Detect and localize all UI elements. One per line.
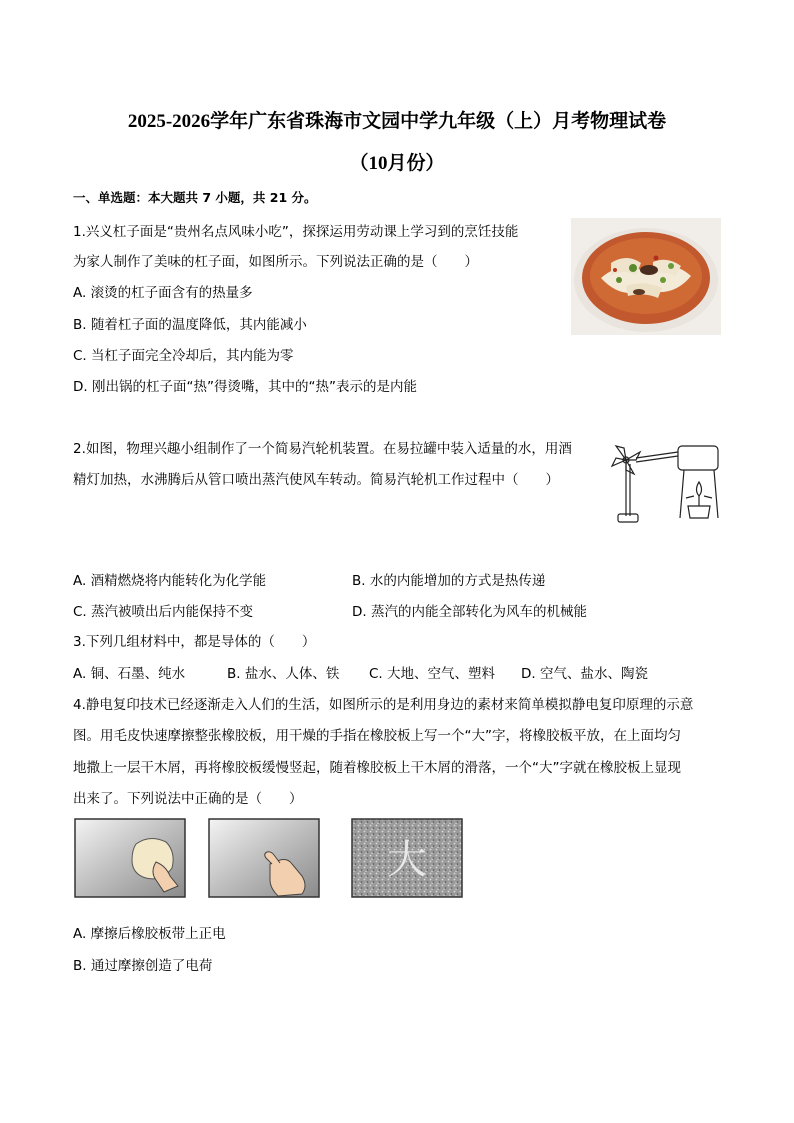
- sawdust-plate-figure: [351, 818, 463, 898]
- q4-option-a: A. 摩擦后橡胶板带上正电: [73, 926, 226, 942]
- noodle-bowl-image: [571, 218, 721, 335]
- q2-stem-line1: 2.如图，物理兴趣小组制作了一个简易汽轮机装置。在易拉罐中装入适量的水，用酒: [73, 441, 572, 457]
- finger-writing-figure: [208, 818, 320, 898]
- q1-option-a: A. 滚烫的杠子面含有的热量多: [73, 285, 253, 301]
- section-heading: 一、单选题：本大题共 7 小题，共 21 分。: [73, 190, 317, 205]
- q1-stem-line1: 1.兴义杠子面是“贵州名点风味小吃”，探探运用劳动课上学习到的烹饪技能: [73, 224, 519, 240]
- q2-option-c: C. 蒸汽被喷出后内能保持不变: [73, 604, 254, 620]
- q3-option-d: D. 空气、盐水、陶瓷: [521, 666, 648, 682]
- q3-option-a: A. 铜、石墨、纯水: [73, 666, 186, 682]
- q1-option-c: C. 当杠子面完全冷却后，其内能为零: [73, 348, 294, 364]
- q1-option-d: D. 刚出锅的杠子面“热”得烫嘴，其中的“热”表示的是内能: [73, 379, 417, 395]
- q4-stem-line4: 出来了。下列说法中正确的是（ ）: [73, 791, 303, 807]
- q2-option-b: B. 水的内能增加的方式是热传递: [352, 573, 546, 589]
- exam-subtitle: （10月份）: [349, 153, 445, 174]
- q2-stem-line2: 精灯加热，水沸腾后从管口喷出蒸汽使风车转动。简易汽轮机工作过程中（ ）: [73, 472, 559, 488]
- q2-option-a: A. 酒精燃烧将内能转化为化学能: [73, 573, 267, 589]
- q3-stem: 3.下列几组材料中，都是导体的（ ）: [73, 634, 316, 650]
- q4-stem-line1: 4.静电复印技术已经逐渐走入人们的生活，如图所示的是利用身边的素材来简单模拟静电复印原理的示意: [73, 697, 694, 713]
- q3-option-c: C. 大地、空气、塑料: [369, 666, 496, 682]
- rubbing-plate-figure: [74, 818, 186, 898]
- exam-title: 2025-2026学年广东省珠海市文园中学九年级（上）月考物理试卷: [127, 111, 667, 132]
- q4-stem-line2: 图。用毛皮快速摩擦整张橡胶板，用干燥的手指在橡胶板上写一个“大”字，将橡胶板平放，在上面均匀: [73, 728, 681, 744]
- q2-option-d: D. 蒸汽的内能全部转化为风车的机械能: [352, 604, 587, 620]
- q4-option-b: B. 通过摩擦创造了电荷: [73, 958, 213, 974]
- q1-stem-line2: 为家人制作了美味的杠子面，如图所示。下列说法正确的是（ ）: [73, 254, 478, 270]
- q4-stem-line3: 地撒上一层干木屑，再将橡胶板缓慢竖起，随着橡胶板上干木屑的滑落，一个“大”字就在橡胶板上显现: [73, 760, 681, 776]
- steam-turbine-diagram: [610, 438, 722, 528]
- q1-option-b: B. 随着杠子面的温度降低，其内能减小: [73, 317, 307, 333]
- large-char-label: 大: [387, 837, 427, 883]
- q3-option-b: B. 盐水、人体、铁: [227, 666, 340, 682]
